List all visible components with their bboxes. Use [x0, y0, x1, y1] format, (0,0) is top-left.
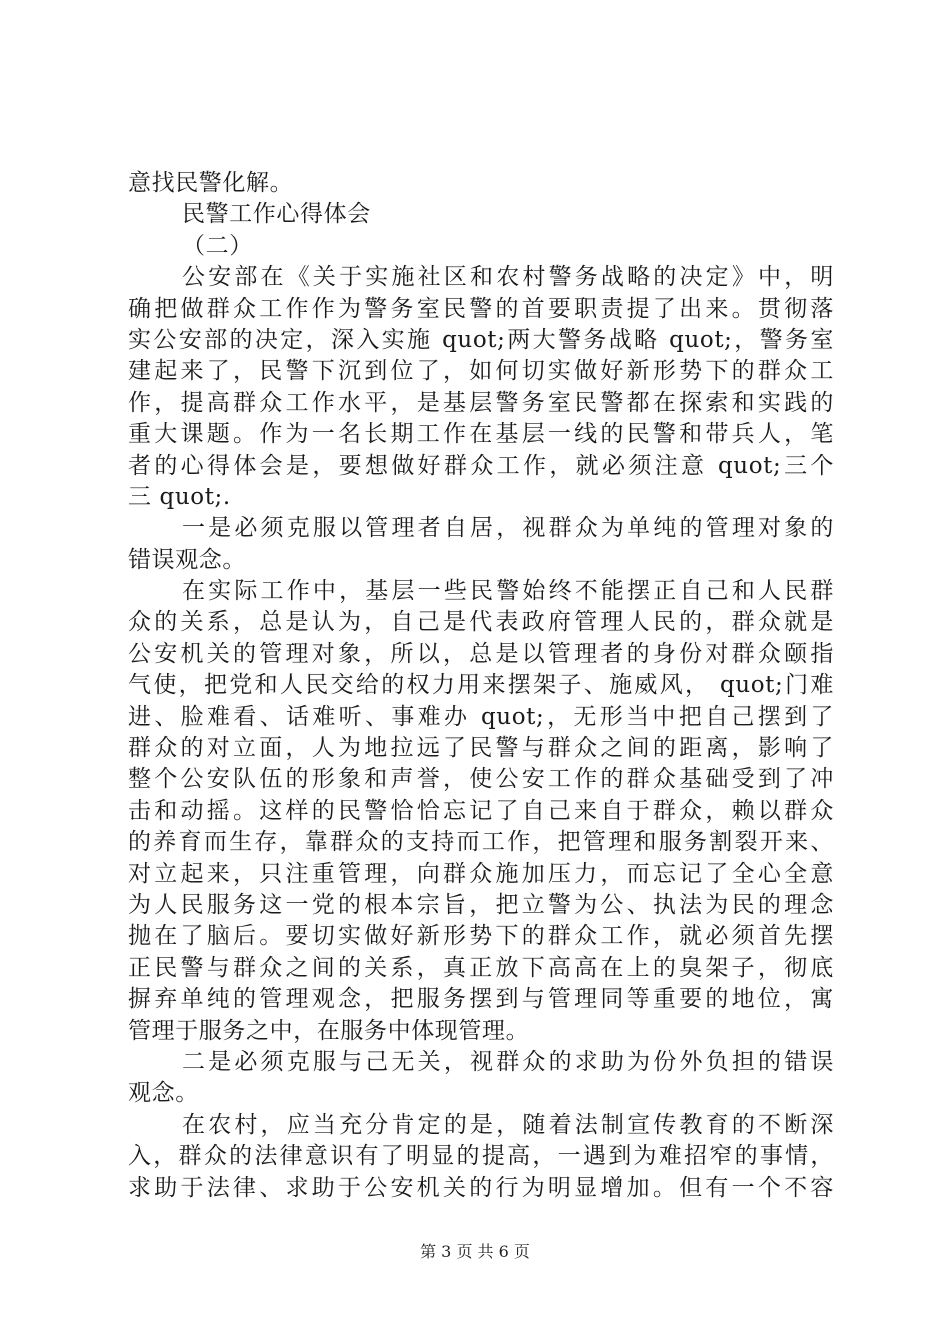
text-line: 作，提高群众工作水平，是基层警务室民警都在探索和实践的 — [128, 389, 834, 416]
text-line: 求助于法律、求助于公安机关的行为明显增加。但有一个不容 — [128, 1174, 834, 1201]
document-body — [128, 168, 834, 1204]
page-footer: 第 3 页 共 6 页 — [420, 1242, 530, 1261]
text-line: 一是必须克服以管理者自居，视群众为单纯的管理对象的 — [182, 515, 834, 542]
text-line: 群众的对立面，人为地拉远了民警与群众之间的距离，影响了 — [128, 735, 834, 762]
text-line: （二） — [182, 232, 253, 259]
text-line: 意找民警化解。 — [128, 170, 294, 196]
text-line: 在农村，应当充分肯定的是，随着法制宣传教育的不断深 — [182, 1111, 834, 1138]
text-line: 击和动摇。这样的民警恰恰忘记了自己来自于群众，赖以群众 — [128, 797, 834, 824]
text-line: 确把做群众工作作为警务室民警的首要职责提了出来。贯彻落 — [128, 295, 834, 322]
text-line: 入，群众的法律意识有了明显的提高，一遇到为难招窄的事情， — [128, 1143, 834, 1170]
text-line: 三 quot;. — [128, 483, 231, 510]
text-line: 在实际工作中，基层一些民警始终不能摆正自己和人民群 — [182, 578, 834, 605]
text-line: 对立起来，只注重管理，向群众施加压力，而忘记了全心全意 — [128, 860, 834, 887]
text-line: 整个公安队伍的形象和声誉，使公安工作的群众基础受到了冲 — [128, 766, 834, 793]
text-line: 建起来了，民警下沉到位了，如何切实做好新形势下的群众工 — [128, 358, 834, 385]
text-line: 管理于服务之中，在服务中体现管理。 — [128, 1017, 530, 1044]
text-line: 二是必须克服与己无关，视群众的求助为份外负担的错误 — [182, 1048, 834, 1075]
text-line: 公安部在《关于实施社区和农村警务战略的决定》中，明 — [182, 264, 834, 291]
text-line: 公安机关的管理对象，所以，总是以管理者的身份对群众颐指 — [128, 640, 834, 667]
text-line: 众的关系，总是认为，自己是代表政府管理人民的，群众就是 — [128, 609, 834, 636]
text-line: 摒弃单纯的管理观念，把服务摆到与管理同等重要的地位，寓 — [128, 986, 834, 1013]
text-line: 观念。 — [128, 1080, 199, 1107]
text-line: 为人民服务这一党的根本宗旨，把立警为公、执法为民的理念 — [128, 891, 834, 918]
text-line: 实公安部的决定，深入实施 quot;两大警务战略 quot;，警务室 — [128, 326, 834, 353]
text-line: 错误观念。 — [128, 546, 246, 573]
text-line: 重大课题。作为一名长期工作在基层一线的民警和带兵人，笔 — [128, 421, 834, 448]
text-line: 正民警与群众之间的关系，真正放下高高在上的臭架子，彻底 — [128, 954, 834, 981]
text-line: 的养育而生存，靠群众的支持而工作，把管理和服务割裂开来、 — [128, 829, 834, 856]
text-line: 者的心得体会是，要想做好群众工作，就必须注意 quot;三个 — [128, 452, 834, 479]
text-line: 进、脸难看、话难听、事难办 quot;，无形当中把自己摆到了 — [128, 703, 834, 730]
text-line: 民警工作心得体会 — [182, 201, 371, 228]
text-line: 抛在了脑后。要切实做好新形势下的群众工作，就必须首先摆 — [128, 923, 834, 950]
text-line: 气使，把党和人民交给的权力用来摆架子、施威风， quot;门难 — [128, 672, 834, 699]
